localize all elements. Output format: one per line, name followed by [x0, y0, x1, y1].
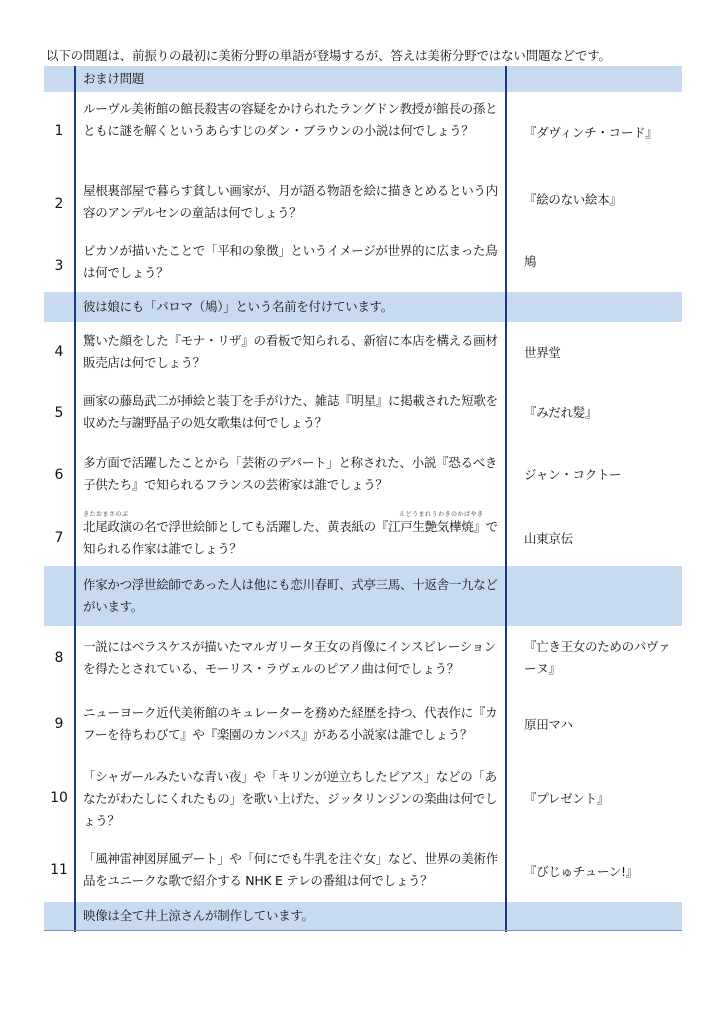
question-row-11 [44, 846, 682, 902]
question-row-2 [44, 178, 682, 238]
header-label: おまけ問題 [83, 71, 145, 86]
intro-text: 以下の問題は、前振りの最初に美術分野の単語が登場するが、答えは美術分野ではない問題などです。 [46, 48, 611, 63]
question-row-1 [44, 92, 682, 178]
column-divider-right [505, 66, 507, 932]
question-number: 11 [50, 862, 68, 878]
note-text: 作家かつ浮世絵師であった人は他にも恋川春町、式亭三馬、十返舎一九などがいます。 [83, 577, 498, 614]
question-text: ニューヨーク近代美術館のキュレーターを務めた経歴を持つ、代表作に『カフーを待ちわびて』や『楽園のカンバス』がある小説家は誰でしょう？ [83, 705, 498, 742]
question-text: 多方面で活躍したことから「芸術のデパート」と称された、小説『恐るべき子供たち』で知られるフランスの芸術家は誰でしょう？ [83, 455, 498, 492]
note-row-2 [44, 566, 682, 626]
question-text: ルーヴル美術館の館長殺害の容疑をかけられたラングドン教授が館長の孫とともに謎を解くというあらすじのダン・ブラウンの小説は何でしょう？ [83, 101, 498, 138]
question-text: 画家の藤島武二が挿絵と装丁を手がけた、雑誌『明星』に掲載された短歌を収めた与謝野晶子の処女歌集は何でしょう？ [83, 393, 498, 430]
ruby-edo: えどうまれうわきのかばやき [399, 511, 484, 518]
question-number: 3 [54, 258, 64, 274]
question-number: 6 [54, 467, 64, 483]
question-row-10 [44, 762, 682, 846]
question-text: 「シャガールみたいな青い夜」や「キリンが逆立ちしたピアス」などの「あなたがわたしにくれたもの」を歌い上げた、ジッタリンジンの楽曲は何でしょう？ [83, 769, 498, 828]
answer-text: 鳩 [524, 254, 537, 269]
question-row-6 [44, 444, 682, 506]
question-row-9 [44, 700, 682, 762]
question-number: 9 [54, 716, 64, 732]
answer-text: 『ダヴィンチ・コード』 [524, 125, 658, 140]
question-text: 「風神雷神図屏風デート」や「何にでも牛乳を注ぐ女」など、世界の美術作品をユニークな歌で紹介する NHK E テレの番組は何でしょう？ [83, 851, 498, 888]
note-text: 彼は娘にも「パロマ（鳩）」という名前を付けています。 [83, 299, 393, 314]
answer-text: 『絵のない絵本』 [524, 192, 622, 207]
answer-text: 山東京伝 [524, 531, 573, 546]
question-number: 2 [54, 196, 64, 212]
answer-text: 『びじゅチューン!』 [524, 864, 638, 879]
question-text: 一説にはベラスケスが描いたマルガリータ王女の肖像にインスピレーションを得たとされている、モーリス・ラヴェルのピアノ曲は何でしょう？ [83, 639, 497, 676]
question-text: 驚いた顔をした『モナ・リザ』の看板で知られる、新宿に本店を構える画材販売店は何でしょう？ [83, 333, 498, 370]
question-row-7 [44, 506, 682, 566]
question-text: 北尾政演の名で浮世絵師としても活躍した、黄表紙の『江戸生艶気樺焼』で知られる作家は誰でしょう？ [83, 519, 498, 556]
answer-text: 『プレゼント』 [524, 791, 609, 806]
answer-text: 『みだれ髪』 [524, 405, 598, 420]
question-row-8 [44, 626, 682, 700]
note-text: 映像は全て井上涼さんが制作しています。 [83, 908, 314, 923]
answer-text: 世界堂 [524, 345, 561, 360]
answer-text: 原田マハ [524, 717, 573, 732]
answer-text: 『亡き王女のためのパヴァーヌ』 [524, 639, 671, 676]
question-number: 1 [54, 123, 64, 139]
column-divider-left [74, 66, 76, 932]
note-row-3 [44, 902, 682, 930]
note-row-1 [44, 292, 682, 322]
question-number: 10 [50, 790, 68, 806]
question-number: 8 [54, 650, 64, 666]
question-text: ピカソが描いたことで「平和の象徴」というイメージが世界的に広まった鳥は何でしょう？ [83, 243, 498, 280]
question-number: 7 [54, 530, 64, 546]
question-row-3 [44, 238, 682, 292]
question-row-5 [44, 382, 682, 444]
header-row [44, 66, 682, 92]
table-bottom-border [44, 930, 682, 931]
question-number: 4 [54, 344, 64, 360]
ruby-kitao: きたおまさのぶ [83, 511, 129, 518]
question-row-4 [44, 322, 682, 382]
question-text: 屋根裏部屋で暮らす貧しい画家が、月が語る物語を絵に描きとめるという内容のアンデルセンの童話は何でしょう？ [83, 183, 498, 220]
question-number: 5 [54, 405, 64, 421]
answer-text: ジャン・コクトー [524, 467, 622, 482]
